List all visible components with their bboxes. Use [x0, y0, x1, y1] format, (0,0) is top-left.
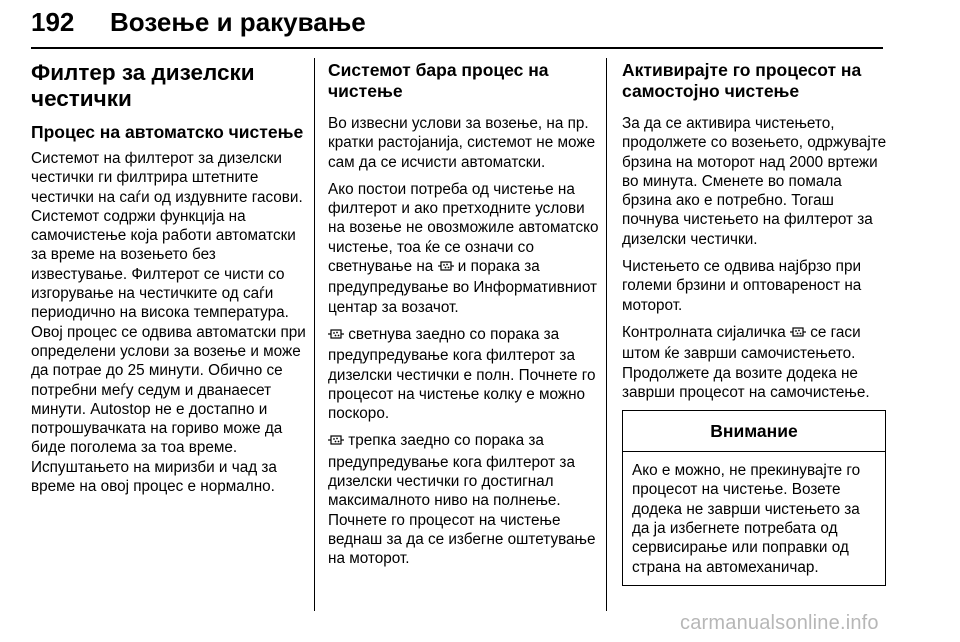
body-paragraph: Системот на филтерот за дизелски честички ги филтрира штетните честички на саѓи од издувните гасови. Системот содржи функција на самочистење која работи автоматски за време на возењето без известување. Филтерот се чисти со изгорување на честичките од саѓи периодично на висока температура. Овој процес се одвива автоматски при определени услови за возење и може да потрае до 25 минути. Обично се потребни меѓу седум и дванаесет минути. Autostop не е достапно и потрошувачката на гориво може да биде поголема за тоа време. Испуштањето на миризби и чад за време на овој процес е нормално.: [31, 150, 306, 496]
warning-box: [622, 410, 886, 586]
column-left: [31, 60, 307, 504]
body-paragraph: [328, 431, 600, 568]
body-paragraph: За да се активира чистењето, продолжете со возењето, одржувајте брзина на моторот над 2000 вртежи во минута. Сменете во помала брзина ако е потребно. Тогаш почнува чистењето на филтерот за дизелски честички.: [622, 115, 887, 248]
text-run: трепка заедно со порака за предупредување кога филтерот за дизелски честички го достигнал максималното ниво на полнење. Почнете го процесот на чистење веднаш за да се избегне оштетување на моторот.: [328, 432, 596, 568]
subsection-title: Процес на автоматско чистење: [31, 122, 304, 142]
body-paragraph: Во извесни услови за возење, на пр. кратки растојанија, системот не може сам да се исчисти автоматски.: [328, 115, 596, 171]
column-divider: [606, 58, 607, 611]
diesel-particle-filter-icon: [438, 259, 454, 278]
chapter-title: Возење и ракување: [110, 7, 366, 37]
body-paragraph: Чистењето се одвива најбрзо при големи брзини и оптовареност на моторот.: [622, 258, 862, 314]
header-divider: [31, 47, 883, 49]
diesel-particle-filter-icon: [790, 325, 806, 344]
text-run: Ако постои потреба од чистење на филтерот и ако претходните услови на возење не овозможиле автоматско чистење, тоа ќе се означи со светнување на: [328, 180, 599, 276]
column-middle: [328, 60, 600, 577]
section-title: Филтер за дизелски честички: [31, 60, 255, 111]
text-run: светнува заедно со порака за предупредување кога филтерот за дизелски честички е полн. Почнете го процесот на чистење колку е можно поскоро.: [328, 325, 596, 423]
column-right: [622, 60, 887, 586]
text-run: и порака за предупредување во Информативниот центар за возачот.: [328, 258, 598, 316]
text-run: Контролната сијаличка: [622, 323, 791, 341]
page-number: 192: [31, 7, 75, 37]
warning-text: Ако е можно, не прекинувајте го процесот на чистење. Возете додека не заврши чистењето за да ја избегнете потребата од сервисирање или поправки од страна на автомеханичар.: [632, 462, 861, 576]
subsection-title: Активирајте го процесот на самостојно чистење: [622, 60, 862, 101]
subsection-title: Системот бара процес на чистење: [328, 60, 549, 101]
diesel-particle-filter-icon: [328, 433, 344, 452]
body-paragraph: [328, 325, 600, 423]
column-divider: [314, 58, 315, 611]
diesel-particle-filter-icon: [328, 327, 344, 346]
watermark: carmanualsonline.info: [680, 612, 879, 634]
body-paragraph: [328, 180, 600, 317]
body-paragraph: [622, 323, 887, 402]
text-run: се гаси штом ќе заврши самочистењето. Продолжете да возите додека не заврши процесот на самочистење.: [622, 323, 870, 401]
warning-title: Внимание: [623, 411, 885, 452]
